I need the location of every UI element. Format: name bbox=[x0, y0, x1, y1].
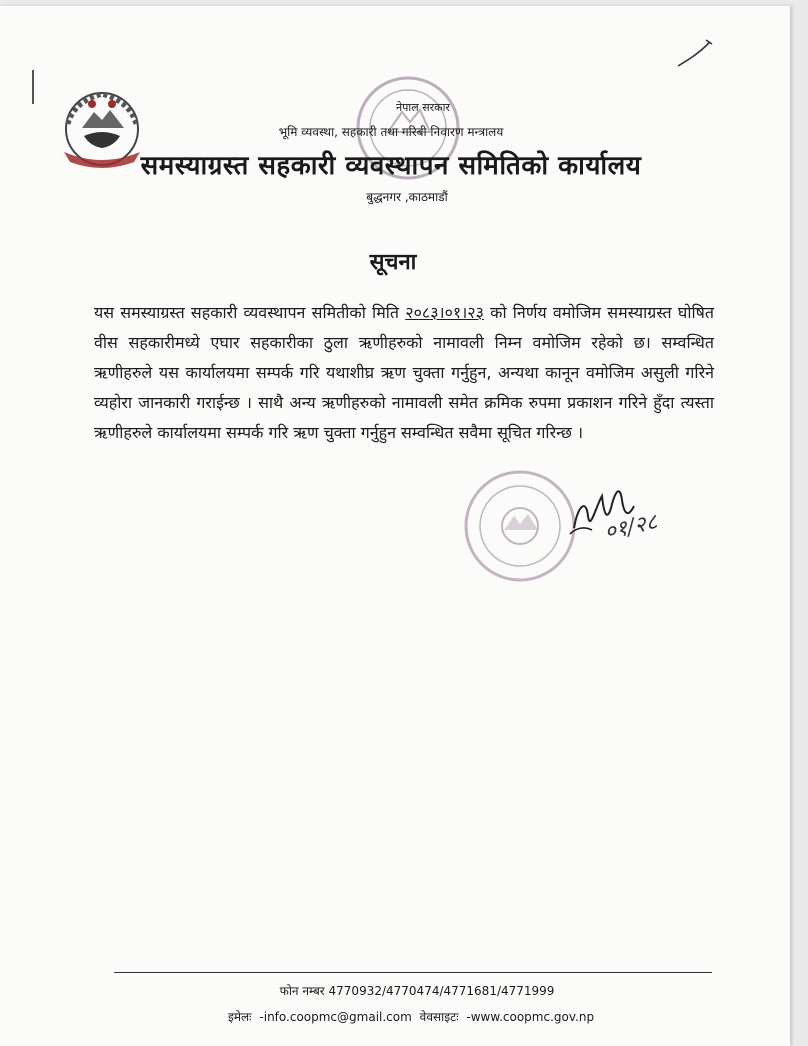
signature-date: ०१/२८ bbox=[602, 509, 660, 546]
website-address: -www.coopmc.gov.np bbox=[466, 1010, 595, 1024]
ministry-name: भूमि व्यवस्था, सहकारी तथा गरिबी निवारण मन्त्रालय bbox=[278, 125, 504, 139]
pen-mark bbox=[32, 70, 34, 104]
round-office-stamp-icon bbox=[460, 466, 580, 586]
government-name: नेपाल सरकार bbox=[396, 101, 450, 114]
notice-page bbox=[0, 6, 790, 1046]
notice-body-rest: को निर्णय वमोजिम समस्याग्रस्त घोषित वीस सहकारीमध्ये एघार सहकारीका ठुला ऋणीहरुको नामावली निम्न वमोजिम रहेको छ। सम्वन्धित ऋणीहरुले यस कार्यालयमा सम्पर्क गरि यथाशीघ्र ऋण चुक्ता गर्नुहुन, अन्यथा कानून वमोजिम असुली गरिने व्यहोरा जानकारी गराईन्छ । साथै अन्य ऋणीहरुको नामावली समेत क्रमिक रुपमा प्रकाशन गरिने हुँदा त्यस्ता ऋणीहरुले कार्यालयमा सम्पर्क गरि ऋण चुक्ता गर्नुहुन सम्वन्धित सवैमा सूचित गरिन्छ । bbox=[94, 303, 714, 442]
notice-body-start: यस समस्याग्रस्त सहकारी व्यवस्थापन समितीको मिति bbox=[94, 303, 406, 322]
website-label: वेवसाइटः bbox=[419, 1010, 459, 1024]
footer-contact bbox=[16, 1008, 806, 1025]
email-label: इमेलः bbox=[227, 1010, 252, 1024]
office-name: समस्याग्रस्त सहकारी व्यवस्थापन समितिको कार्यालय bbox=[140, 151, 642, 181]
handwritten-tick-icon bbox=[676, 36, 716, 72]
notice-title: सूचना bbox=[369, 250, 417, 275]
footer-phone: फोन नम्बर 4770932/4770474/4771681/4771999 bbox=[279, 984, 555, 998]
office-location: बुद्धनगर ,काठमाडौं bbox=[366, 190, 448, 204]
email-address: -info.coopmc@gmail.com bbox=[259, 1010, 412, 1024]
notice-body bbox=[94, 298, 714, 448]
decision-date: २०८३।०१।२३ bbox=[405, 303, 484, 322]
footer-divider bbox=[114, 972, 712, 973]
